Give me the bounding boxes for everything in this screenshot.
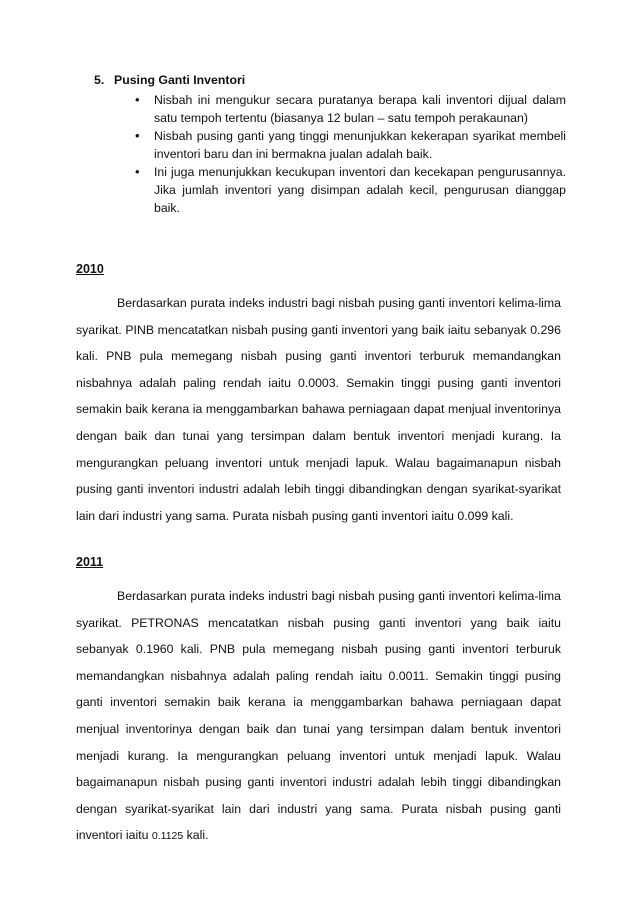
section-title: Pusing Ganti Inventori [114, 73, 246, 87]
paragraph-2011-text: Berdasarkan purata indeks industri bagi nisbah pusing ganti inventori kelima-lima syarikat. PETRONAS mencatatkan nisbah pusing ganti inventori yang baik iaitu sebanyak 0.1960 kali. PNB pula memegang nisbah pusing ganti inventori terburuk memandangkan nisbahnya adalah paling rendah iaitu 0.0011. Semakin tinggi pusing ganti inventori semakin baik kerana ia menggambarkan bahawa perniagaan dapat menjual inventorinya dengan baik dan tunai yang tersimpan dalam bentuk inventori menjadi kurang. Ia mengurangkan peluang inventori untuk menjadi lapuk. Walau bagaimanapun nisbah pusing ganti inventori industri adalah lebih tinggi dibandingkan dengan syarikat-syarikat lain dari industri yang sama. Purata nisbah pusing ganti inventori iaitu [76, 589, 561, 843]
bullet-list [94, 91, 566, 217]
section-number: 5. [94, 73, 105, 87]
bullet-item: • Ini juga menunjukkan kecukupan inventori dan kecekapan pengurusannya. Jika jumlah inventori yang disimpan adalah kecil, pengurusan dianggap baik. [94, 163, 566, 217]
paragraph-2010: Berdasarkan purata indeks industri bagi nisbah pusing ganti inventori kelima-lima syarikat. PINB mencatatkan nisbah pusing ganti inventori yang baik iaitu sebanyak 0.296 kali. PNB pula memegang nisbah pusing ganti inventori terburuk memandangkan nisbahnya adalah paling rendah iaitu 0.0003. Semakin tinggi pusing ganti inventori semakin baik kerana ia menggambarkan bahawa perniagaan dapat menjual inventorinya dengan baik dan tunai yang tersimpan dalam bentuk inventori menjadi kurang. Ia mengurangkan peluang inventori untuk menjadi lapuk. Walau bagaimanapun nisbah pusing ganti inventori industri adalah lebih tinggi dibandingkan dengan syarikat-syarikat lain dari industri yang sama. Purata nisbah pusing ganti inventori iaitu 0.099 kali. [76, 296, 561, 523]
paragraph-2011-end: kali. [183, 828, 209, 843]
year-heading-2010: 2010 [76, 262, 104, 276]
year-heading-2011: 2011 [76, 555, 104, 569]
bullet-item: • Nisbah ini mengukur secara puratanya berapa kali inventori dijual dalam satu tempoh tertentu (biasanya 12 bulan – satu tempoh perakaunan) [94, 91, 566, 127]
paragraph-2011 [76, 583, 561, 850]
average-value: 0.1125 [151, 830, 184, 843]
bullet-item: • Nisbah pusing ganti yang tinggi menunjukkan kekerapan syarikat membeli inventori baru dan ini bermakna jualan adalah baik. [94, 127, 566, 163]
section-inventory-turnover [94, 71, 566, 217]
section-heading [94, 71, 566, 89]
